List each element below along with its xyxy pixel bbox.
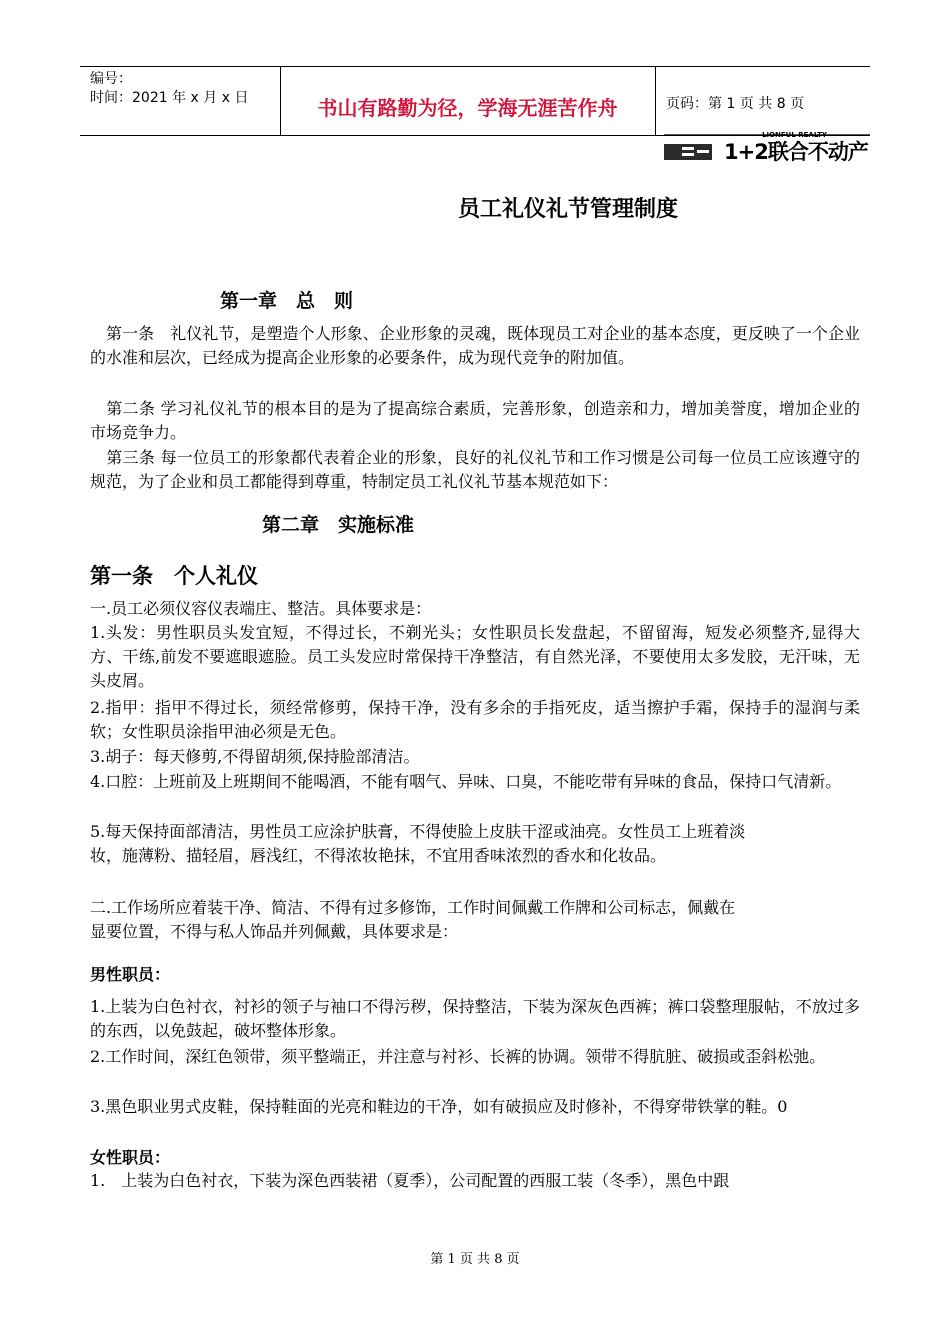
list-item: 3.黑色职业男式皮鞋，保持鞋面的光亮和鞋边的干净，如有破损应及时修补，不得穿带铁掌的鞋。0 — [90, 1097, 788, 1116]
list-item: 2.指甲：指甲不得过长，须经常修剪，保持干净，没有多余的手指死皮，适当擦护手霜，保持手的湿润与柔软；女性职员涂指甲油必须是无色。 — [90, 698, 860, 741]
article-paragraph: 第一条 礼仪礼节，是塑造个人形象、企业形象的灵魂，既体现员工对企业的基本态度，更反映了一个企业的水准和层次，已经成为提高企业形象的必要条件，成为现代竞争的附加值。 — [90, 324, 860, 367]
serial-label: 编号： — [90, 71, 132, 87]
header-top-rule — [80, 66, 870, 67]
female-staff-label: 女性职员： — [90, 1148, 171, 1167]
header-motto: 书山有路勤为径，学海无涯苦作舟 — [317, 96, 618, 120]
date-line: 时间：2021 年 x 月 x 日 — [90, 90, 249, 106]
chapter-heading: 第一章 总 则 — [220, 290, 354, 312]
list-item: 1.头发：男性职员头发宜短，不得过长，不剃光头；女性职员长发盘起，不留留海，短发必须整齐,显得大方、干练,前发不要遮眼遮脸。员工头发应时常保持干净整洁，有自然光泽，不要使用太多发胶，无汗味，无头皮屑。 — [90, 623, 860, 690]
list-item: 3.胡子：每天修剪,不得留胡须,保持脸部清洁。 — [90, 747, 420, 766]
list-item: 1.上装为白色衬衣，衬衫的领子与袖口不得污秽，保持整洁，下装为深灰色西裤；裤口袋整理服帖，不放过多的东西，以免鼓起，破坏整体形象。 — [90, 997, 860, 1040]
logo-brand: 1+2联合不动产 — [724, 140, 868, 164]
document-title: 员工礼仪礼节管理制度 — [458, 197, 679, 222]
document-header — [80, 66, 870, 136]
list-item: 1. 上装为白色衬衣，下装为深色西装裙（夏季），公司配置的西服工装（冬季），黑色中跟 — [90, 1171, 730, 1190]
company-logo-mark — [664, 138, 712, 160]
logo-brand-small: LIONFUL REALTY — [762, 131, 827, 139]
list-intro: 一.员工必须仪容仪表端庄、整洁。具体要求是： — [90, 599, 432, 618]
chapter-heading: 第二章 实施标准 — [262, 514, 415, 536]
header-meta — [90, 70, 248, 108]
article-paragraph: 第二条 学习礼仪礼节的根本目的是为了提高综合素质，完善形象，创造亲和力，增加美誉度，增加企业的市场竞争力。 — [90, 399, 860, 442]
section-heading: 第一条 个人礼仪 — [90, 564, 258, 588]
header-page-info: 页码：第 1 页 共 8 页 — [666, 96, 805, 112]
article-paragraph: 第三条 每一位员工的形象都代表着企业的形象，良好的礼仪礼节和工作习惯是公司每一位员工应该遵守的规范，为了企业和员工都能得到尊重，特制定员工礼仪礼节基本规范如下： — [90, 448, 860, 491]
male-staff-label: 男性职员： — [90, 965, 171, 984]
list-item: 4.口腔：上班前及上班期间不能喝酒，不能有咽气、异味、口臭，不能吃带有异味的食品，保持口气清新。 — [90, 772, 842, 791]
list-item: 5.每天保持面部清洁，男性员工应涂护肤膏，不得使脸上皮肤干涩或油亮。女性员工上班着淡妆，施薄粉、描轻眉，唇浅红，不得浓妆艳抹，不宜用香味浓烈的香水和化妆品。 — [90, 822, 746, 865]
page-footer: 第 1 页 共 8 页 — [430, 1252, 520, 1267]
list-item: 二.工作场所应着装干净、简洁、不得有过多修饰，工作时间佩戴工作牌和公司标志，佩戴在显要位置，不得与私人饰品并列佩戴，具体要求是： — [90, 898, 736, 941]
list-item: 2.工作时间，深红色领带，须平整端正，并注意与衬衫、长裤的协调。领带不得肮脏、破损或歪斜松弛。 — [90, 1047, 826, 1066]
header-divider — [655, 66, 656, 136]
